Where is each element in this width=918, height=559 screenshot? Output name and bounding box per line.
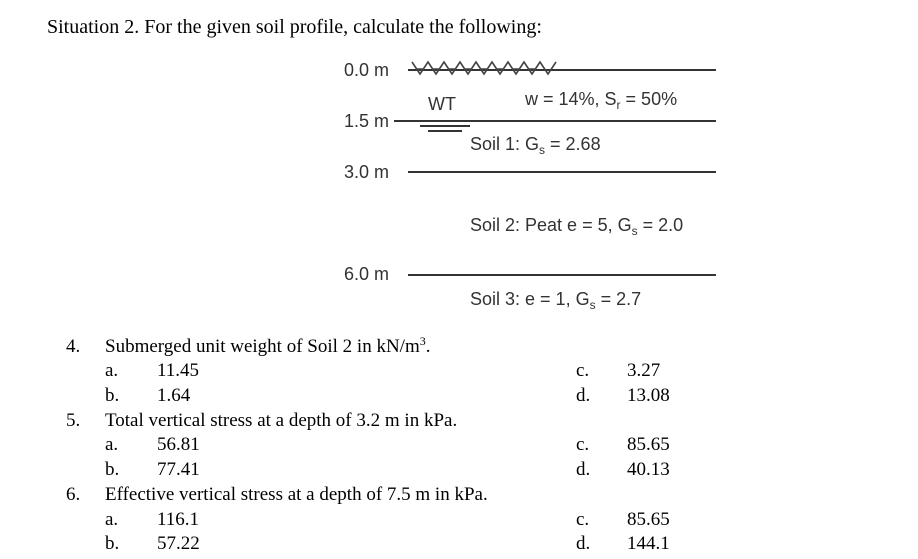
option-value: 116.1 xyxy=(157,509,200,530)
option-value: 1.64 xyxy=(157,385,191,406)
soil-1-text: Soil 1: $G_s = 2.68$ xyxy=(470,134,601,157)
option-value: 57.22 xyxy=(157,533,200,554)
question-number: 6. xyxy=(66,484,81,505)
option-letter: b. xyxy=(105,533,120,554)
option-letter: c. xyxy=(576,434,590,455)
soil-profile-diagram xyxy=(330,56,730,316)
depth-label: 1.5 m xyxy=(344,111,390,131)
soil-3-text: Soil 3: e = 1, $G_s = 2.7$ xyxy=(470,289,642,312)
option-letter: b. xyxy=(105,385,120,406)
option-value: 144.1 xyxy=(627,533,670,554)
option-letter: c. xyxy=(576,509,590,530)
option-value: 85.65 xyxy=(627,509,670,530)
option-value: 11.45 xyxy=(157,360,200,381)
layer-boundary-line xyxy=(408,171,716,173)
question-text: Effective vertical stress at a depth of 7.5 m in kPa. xyxy=(105,484,488,505)
option-value: 85.65 xyxy=(627,434,670,455)
layer-boundary-line xyxy=(394,120,716,122)
option-letter: d. xyxy=(576,385,591,406)
option-letter: c. xyxy=(576,360,590,381)
question-number: 4. xyxy=(66,336,81,357)
layer-props-text: w = 14%, $S_r = 50\%$ xyxy=(525,89,678,112)
option-value: 40.13 xyxy=(627,459,670,480)
option-value: 3.27 xyxy=(627,360,661,381)
question-text: Submerged unit weight of Soil 2 in $kN/m^3$. xyxy=(105,334,431,357)
option-letter: a. xyxy=(105,360,119,381)
option-letter: d. xyxy=(576,533,591,554)
option-letter: a. xyxy=(105,509,119,530)
water-table-icon xyxy=(428,130,462,132)
depth-label: 3.0 m xyxy=(344,162,390,182)
option-value: 13.08 xyxy=(627,385,670,406)
option-letter: d. xyxy=(576,459,591,480)
ground-hatch-icon xyxy=(410,60,558,76)
question-number: 5. xyxy=(66,410,81,431)
option-letter: a. xyxy=(105,434,119,455)
water-table-label: WT xyxy=(428,94,456,114)
depth-label: 0.0 m xyxy=(344,60,390,80)
question-text: Total vertical stress at a depth of 3.2 m in kPa. xyxy=(105,410,458,431)
layer-boundary-line xyxy=(408,274,716,276)
option-value: 77.41 xyxy=(157,459,200,480)
option-letter: b. xyxy=(105,459,120,480)
depth-label: 6.0 m xyxy=(344,264,390,284)
soil-2-text: Soil 2: Peat e = 5, $G_s = 2.0$ xyxy=(470,215,684,238)
option-value: 56.81 xyxy=(157,434,200,455)
page-title: Situation 2. For the given soil profile, calculate the following: xyxy=(47,16,542,38)
water-table-icon xyxy=(420,125,470,127)
